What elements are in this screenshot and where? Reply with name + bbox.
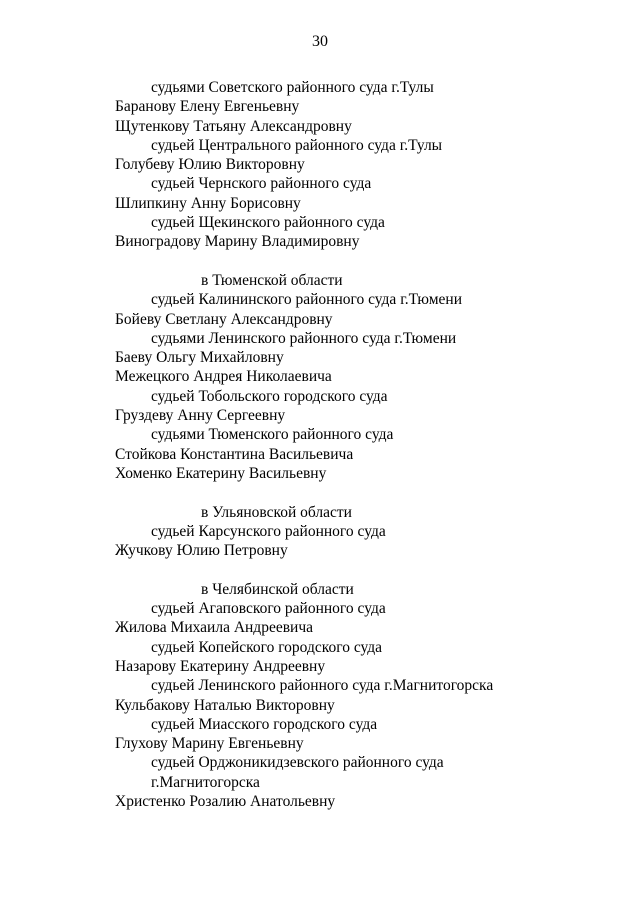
court-line: судьями Советского районного суда г.Тулы [151, 79, 434, 96]
court-line: судьей Миасского городского суда [151, 715, 378, 733]
court-line: судьей Тобольского городского суда [151, 387, 388, 405]
judge-name: Бойеву Светлану Александровну [115, 310, 333, 328]
court-line: судьей Щекинского районного суда [151, 214, 385, 232]
court-line: г.Магнитогорска [151, 773, 260, 791]
judge-name: Жучкову Юлию Петровну [115, 542, 288, 560]
court-line: судьями Ленинского районного суда г.Тюмени [151, 329, 457, 347]
court-line: судьей Карсунского районного суда [151, 522, 386, 540]
blank-line [115, 252, 615, 271]
judge-name: Голубеву Юлию Викторовну [115, 156, 305, 174]
court-line: судьей Центрального районного суда г.Тулы [151, 136, 443, 154]
document-body [115, 78, 615, 811]
judge-name: Христенко Розалию Анатольевну [115, 792, 336, 810]
judge-name: Кульбакову Наталью Викторовну [115, 696, 335, 714]
judge-name: Назарову Екатерину Андреевну [115, 657, 326, 675]
judge-name: Глухову Марину Евгеньевну [115, 735, 304, 753]
judge-name: Баеву Ольгу Михайловну [115, 349, 284, 367]
court-line: судьями Тюменского районного суда [151, 426, 394, 444]
judge-name: Шлипкину Анну Борисовну [115, 194, 301, 212]
region-heading: в Челябинской области [201, 580, 354, 598]
judge-name: Виноградову Марину Владимировну [115, 233, 360, 251]
judge-name: Жилова Михаила Андреевича [115, 619, 313, 637]
court-line: судьей Чернского районного суда [151, 175, 372, 193]
judge-name: Хоменко Екатерину Васильевну [115, 464, 327, 482]
court-line: судьей Орджоникидзевского районного суда [151, 754, 444, 772]
judge-name: Стойкова Константина Васильевича [115, 445, 354, 463]
judge-name: Груздеву Анну Сергеевну [115, 407, 286, 425]
region-heading: в Ульяновской области [201, 503, 352, 521]
judge-name: Межецкого Андрея Николаевича [115, 368, 332, 386]
court-line: судьей Агаповского районного суда [151, 600, 386, 618]
court-line: судьей Копейского городского суда [151, 638, 383, 656]
blank-line [115, 483, 615, 502]
judge-name: Баранову Елену Евгеньевну [115, 98, 300, 116]
page-number: 30 [312, 33, 328, 50]
blank-line [115, 560, 615, 579]
court-line: судьей Калининского районного суда г.Тюмени [151, 291, 463, 309]
judge-name: Щутенкову Татьяну Александровну [115, 117, 352, 135]
court-line: судьей Ленинского районного суда г.Магнитогорска [151, 677, 494, 695]
region-heading: в Тюменской области [201, 271, 343, 289]
